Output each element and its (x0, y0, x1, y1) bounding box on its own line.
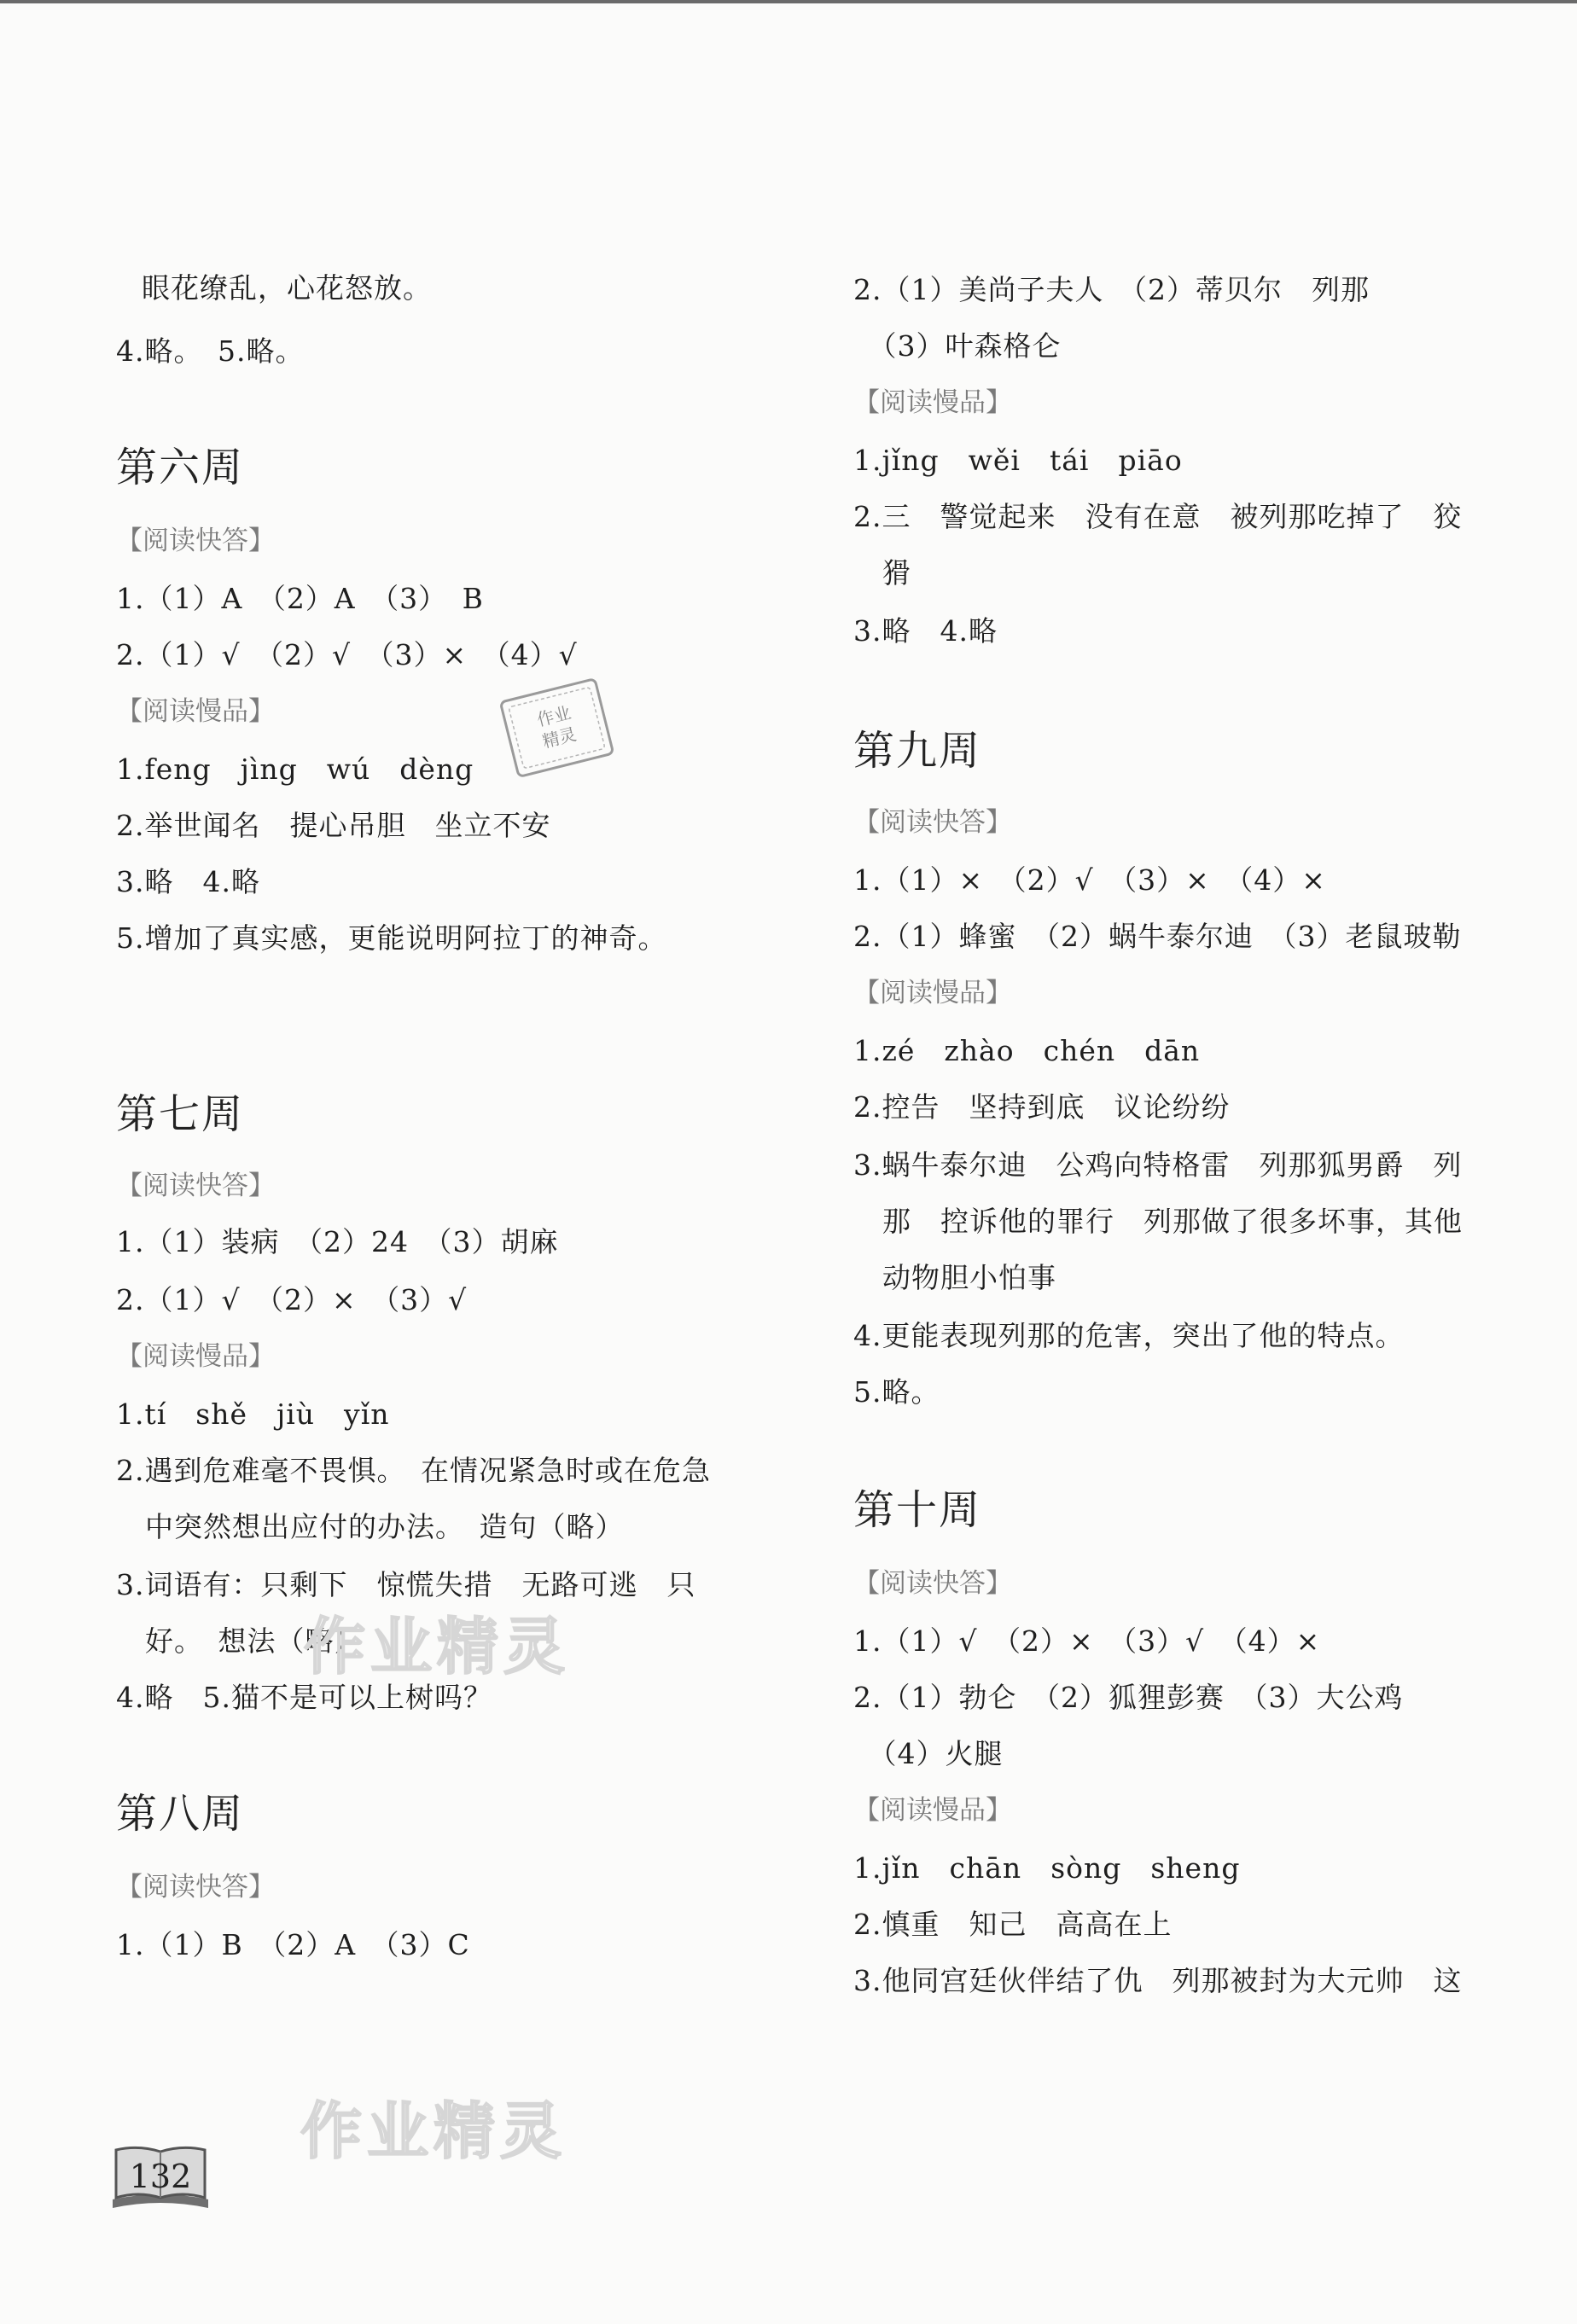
stamp-text: 精灵 (540, 723, 579, 752)
answer-line: 2.（1）蜂蜜 （2）蜗牛泰尔迪 （3）老鼠玻勒 (853, 920, 1462, 953)
section-label: 【阅读慢品】 (116, 696, 275, 727)
text-line: 眼花缭乱，心花怒放。 (142, 271, 432, 305)
answer-line: 动物胆小怕事 (853, 1261, 1056, 1294)
answer-line: 5.增加了真实感，更能说明阿拉丁的神奇。 (116, 921, 667, 955)
answer-line: 2.（1）√ （2）√ （3）× （4）√ (116, 638, 578, 671)
answer-line: 3.略 4.略 (853, 614, 998, 648)
section-label: 【阅读慢品】 (853, 978, 1012, 1008)
answer-line: 2.（1）美尚子夫人 （2）蒂贝尔 列那 (853, 273, 1370, 306)
answer-line: （4）火腿 (853, 1737, 1004, 1770)
week10-heading: 第十周 (853, 1486, 982, 1534)
watermark: 作业精灵 (300, 2095, 567, 2167)
week7-heading: 第七周 (116, 1090, 245, 1138)
answer-line: 3.略 4.略 (116, 865, 260, 898)
answer-line: 3.他同宫廷伙伴结了仇 列那被封为大元帅 这 (853, 1964, 1463, 1997)
answer-line: 1.（1）A （2）A （3） B (116, 582, 484, 615)
page-number-badge (109, 2143, 212, 2211)
answer-line: 1.tí shě jiù yǐn (116, 1397, 390, 1431)
answer-line: 1.feng jìng wú dèng (116, 752, 474, 786)
week8-heading: 第八周 (116, 1790, 245, 1838)
week9-heading: 第九周 (853, 727, 982, 775)
top-border (0, 0, 1577, 3)
answer-line: 那 控诉他的罪行 列那做了很多坏事，其他 (853, 1205, 1463, 1238)
answer-line: 5.略。 (853, 1375, 940, 1409)
answer-line: 3.词语有：只剩下 惊慌失措 无路可逃 只 (116, 1568, 696, 1601)
answer-line: 2.遇到危难毫不畏惧。 在情况紧急时或在危急 (116, 1454, 711, 1487)
answer-line: 1.jǐng wěi tái piāo (853, 444, 1183, 477)
section-label: 【阅读快答】 (116, 1171, 275, 1201)
answer-line: 1.（1）B （2）A （3）C (116, 1928, 470, 1961)
answer-line: 1.（1）√ （2）× （3）√ （4）× (853, 1624, 1321, 1658)
answer-line: （3）叶森格仑 (853, 329, 1062, 363)
section-label: 【阅读慢品】 (853, 387, 1012, 418)
section-label: 【阅读快答】 (853, 1568, 1012, 1599)
answer-line: 2.（1）勃仑 （2）狐狸彭赛 （3）大公鸡 (853, 1681, 1404, 1714)
answer-line: 1.zé zhào chén dān (853, 1034, 1201, 1067)
answer-line: 2.控告 坚持到底 议论纷纷 (853, 1090, 1231, 1124)
answer-line: 2.举世闻名 提心吊胆 坐立不安 (116, 809, 551, 842)
answer-line: 猾 (853, 556, 911, 590)
answer-line: 4.更能表现列那的危害，突出了他的特点。 (853, 1319, 1405, 1352)
answer-line: 1.（1）装病 （2）24 （3）胡麻 (116, 1225, 559, 1258)
answer-line: 1.（1）× （2）√ （3）× （4）× (853, 863, 1326, 897)
section-label: 【阅读慢品】 (853, 1795, 1012, 1826)
answer-line: 中突然想出应付的办法。 造句（略） (116, 1510, 625, 1543)
watermark: 作业精灵 (304, 1611, 571, 1682)
answer-line: 4.略 5.猫不是可以上树吗？ (116, 1681, 492, 1714)
stamp-logo (492, 671, 623, 788)
answer-line: 好。 想法（略） (116, 1624, 364, 1658)
section-label: 【阅读慢品】 (116, 1341, 275, 1372)
answer-line: 2.三 警觉起来 没有在意 被列那吃掉了 狡 (853, 500, 1463, 533)
stamp-text: 作业 (534, 701, 573, 730)
section-label: 【阅读快答】 (116, 526, 275, 556)
answer-line: 1.jǐn chān sòng sheng (853, 1851, 1241, 1885)
answer-line: 2.慎重 知己 高高在上 (853, 1908, 1173, 1941)
week6-heading: 第六周 (116, 444, 245, 491)
section-label: 【阅读快答】 (116, 1872, 275, 1903)
section-label: 【阅读快答】 (853, 807, 1012, 838)
text-line: 4.略。 5.略。 (116, 334, 305, 368)
answer-line: 2.（1）√ （2）× （3）√ (116, 1283, 468, 1316)
answer-line: 3.蜗牛泰尔迪 公鸡向特格雷 列那狐男爵 列 (853, 1148, 1463, 1182)
page-number: 132 (129, 2158, 192, 2195)
